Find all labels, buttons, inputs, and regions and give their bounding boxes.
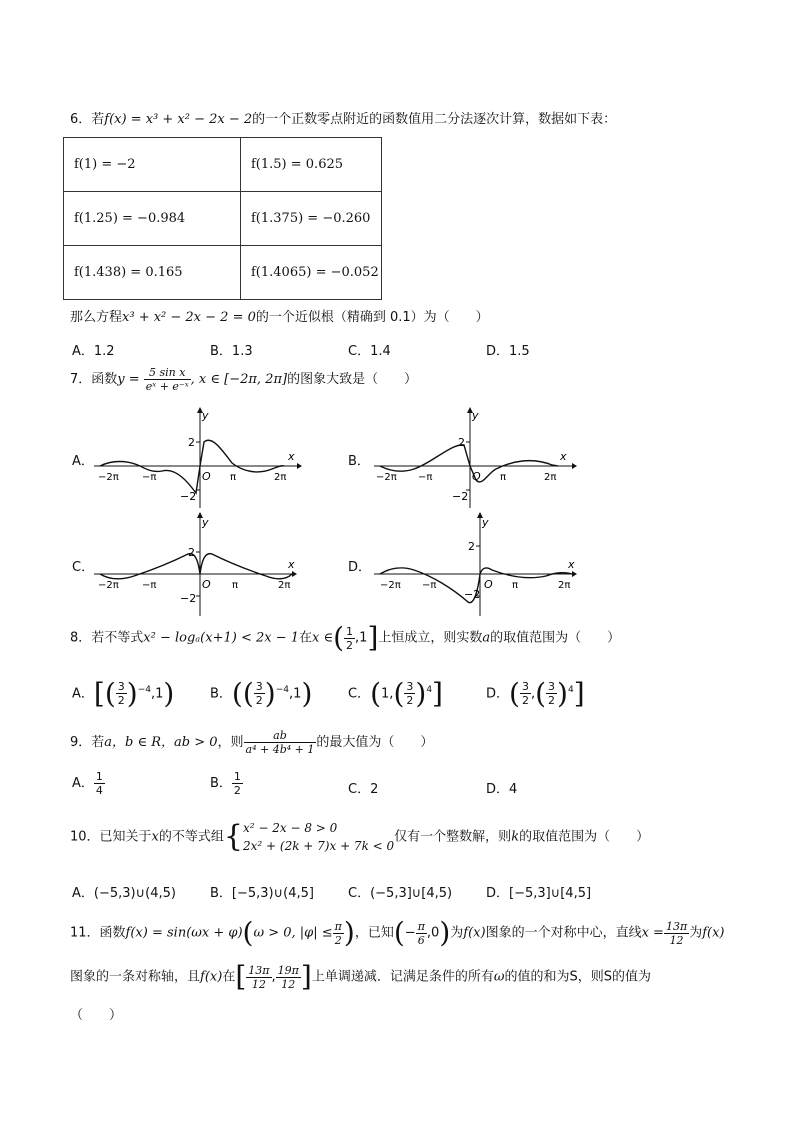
table-cell: f(1.375) = −0.260 (241, 192, 382, 246)
tick-label: −π (142, 580, 157, 591)
q6-followup: 那么方程x³ + x² − 2x − 2 = 0的一个近似根（精确到 0.1）为（ ） (70, 310, 489, 325)
tick-label: 2 (468, 540, 475, 553)
table-row (64, 138, 382, 192)
q8-option-d[interactable]: D．( $\frac{3}{2}$ ,( $\frac{3}{2}$ )$^4$] (486, 676, 585, 710)
origin-label: O (202, 470, 211, 483)
q9-stem: 9．若a，b ∈ R，ab > 0，则 $\frac{ab}{\text{a⁴ + 4b⁴ + 1}}$ 的最大值为（ ） (70, 729, 434, 756)
q10-option-d[interactable]: D．[−5,3]∪[4,5] (486, 886, 592, 901)
q7-option-c[interactable]: C． (72, 560, 95, 575)
tick-label: −2 (180, 592, 197, 605)
tick-label: 2π (278, 580, 291, 591)
q7-graph-a (92, 405, 302, 510)
tick-label: 2 (188, 436, 195, 449)
tick-label: −2π (98, 580, 119, 591)
table-cell: f(1.25) = −0.984 (64, 192, 241, 246)
axis-label-x: x (288, 450, 295, 463)
table-row (64, 192, 382, 246)
q9-option-a[interactable]: A． $\frac{1}{4}$ (72, 770, 103, 797)
q6-option-b[interactable]: B．1.3 (210, 344, 253, 359)
tick-label: −2π (376, 472, 397, 483)
table-row (64, 246, 382, 300)
q10-option-c[interactable]: C．(−5,3]∪[4,5) (348, 886, 453, 901)
tick-label: −2 (452, 490, 469, 503)
q9-option-c[interactable]: C．2 (348, 782, 379, 797)
q7-graph-c (92, 510, 302, 618)
table-cell: f(1.438) = 0.165 (64, 246, 241, 300)
axis-label-x: x (560, 450, 567, 463)
axis-label-y: y (472, 409, 479, 422)
q6-option-a[interactable]: A．1.2 (72, 344, 115, 359)
q8-option-b[interactable]: B．(( $\frac{3}{2}$ )$^{-4}$,1) (210, 676, 313, 710)
tick-label: 2 (458, 436, 465, 449)
table-cell: f(1.4065) = −0.052 (241, 246, 382, 300)
tick-label: π (500, 472, 507, 483)
axis-label-x: x (568, 558, 575, 571)
q10-option-a[interactable]: A．(−5,3)∪(4,5) (72, 886, 176, 901)
q10-option-b[interactable]: B．[−5,3)∪(4,5] (210, 886, 314, 901)
axis-label-y: y (482, 516, 489, 529)
origin-label: O (484, 578, 493, 591)
q6-option-d[interactable]: D．1.5 (486, 344, 530, 359)
q9-option-d[interactable]: D．4 (486, 782, 518, 797)
tick-label: 2π (274, 472, 287, 483)
tick-label: −2 (464, 588, 481, 601)
q8-option-a[interactable]: A．[( $\frac{3}{2}$ )$^{-4}$,1) (72, 676, 175, 710)
tick-label: π (232, 580, 239, 591)
axis-label-x: x (288, 558, 295, 571)
tick-label: −π (422, 580, 437, 591)
origin-label: O (202, 578, 211, 591)
tick-label: π (512, 580, 519, 591)
table-cell: f(1) = −2 (64, 138, 241, 192)
tick-label: 2 (188, 546, 195, 559)
q9-option-b[interactable]: B． $\frac{1}{2}$ (210, 770, 241, 797)
origin-label: O (472, 470, 481, 483)
tick-label: −2π (98, 472, 119, 483)
q7-stem: 7．函数y = $\frac{\text{5 sin x}}{\text{eˣ + e⁻ˣ}}$ , x ∈ [−2π, 2π]的图象大致是（ ） (70, 366, 418, 393)
q8-option-c[interactable]: C．(1,( $\frac{3}{2}$ )$^4$] (348, 676, 443, 710)
axis-label-y: y (202, 516, 209, 529)
q10-stem: 10．已知关于x的不等式组{ x² − 2x − 8 > 0 2x² + (2k + 7)x + 7k < 0 仅有一个整数解，则k的取值范围为（ ） (70, 819, 650, 854)
q7-option-d[interactable]: D． (348, 560, 372, 575)
tick-label: 2π (544, 472, 557, 483)
q7-graph-d (372, 510, 582, 618)
q7-option-b[interactable]: B． (348, 454, 370, 469)
q11-stem-line1: 11．函数f(x) = sin(ωx + φ)(ω > 0, |φ| ≤ $\frac{\pi}{2}$ )，已知(− $\frac{\pi}{6}$ ,0)为f(x)图象的一个对称中心，直线x = $\frac{13\pi}{12}$ 为f(x) (70, 916, 725, 949)
tick-label: −π (142, 472, 157, 483)
axis-label-y: y (202, 409, 209, 422)
tick-label: −π (418, 472, 433, 483)
tick-label: 2π (558, 580, 571, 591)
q7-option-a[interactable]: A． (72, 454, 94, 469)
q6-stem: 6．若f(x) = x³ + x² − 2x − 2的一个正数零点附近的函数值用二分法逐次计算，数据如下表： (70, 112, 617, 127)
table-cell: f(1.5) = 0.625 (241, 138, 382, 192)
tick-label: −2 (180, 490, 197, 503)
q8-stem: 8．若不等式x² − logₐ(x+1) < 2x − 1在x ∈( $\frac{1}{2}$ ,1]上恒成立，则实数a的取值范围为（ ） (70, 621, 621, 654)
q6-table (63, 137, 382, 300)
q11-answer-paren: （ ） (70, 1008, 123, 1023)
q7-graph-b (372, 405, 582, 510)
q11-stem-line2: 图象的一条对称轴，且f(x)在[ $\frac{13\pi}{12}$ , $\frac{19\pi}{12}$ ]上单调递减．记满足条件的所有ω的值的和为S，则S的值为 (70, 960, 651, 993)
q6-option-c[interactable]: C．1.4 (348, 344, 391, 359)
tick-label: π (230, 472, 237, 483)
tick-label: −2π (380, 580, 401, 591)
